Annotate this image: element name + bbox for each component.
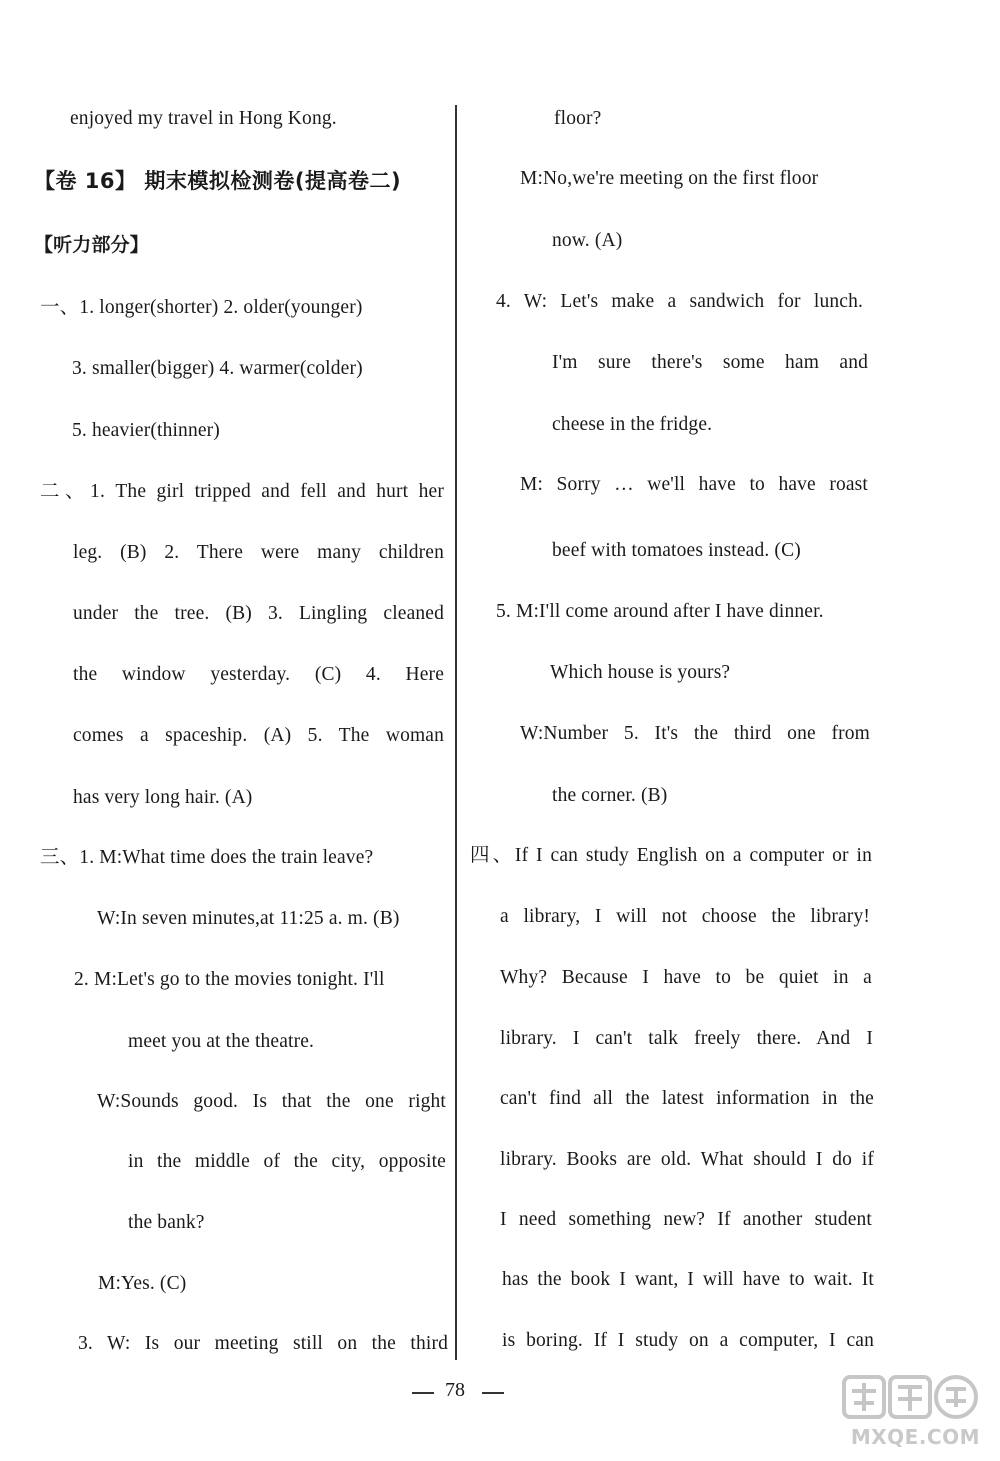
part3-line-2: W:In seven minutes,at 11:25 a. m. (B) — [97, 908, 400, 929]
right-line-14: a library, I will not choose the library! — [500, 906, 870, 927]
part3-line-1: 三、1. M:What time does the train leave? — [40, 847, 374, 868]
right-line-17: can't find all the latest information in the — [500, 1088, 874, 1109]
right-line-13: 四、If I can study English on a computer or in — [470, 845, 872, 866]
part2-line-3: under the tree. (B) 3. Lingling cleaned — [73, 603, 444, 624]
part3-line-8: M:Yes. (C) — [98, 1273, 187, 1294]
section-title: 【卷 16】 期末模拟检测卷(提高卷二) — [34, 169, 402, 193]
part2-line-5: comes a spaceship. (A) 5. The woman — [73, 725, 444, 746]
watermark — [830, 1367, 986, 1451]
part1-line-3: 5. heavier(thinner) — [72, 420, 220, 441]
part3-line-6: in the middle of the city, opposite — [128, 1151, 446, 1172]
right-line-7: M: Sorry … we'll have to have roast — [520, 474, 868, 495]
page-number: 78 — [445, 1379, 465, 1401]
right-line-8: beef with tomatoes instead. (C) — [552, 540, 801, 561]
right-line-18: library. Books are old. What should I do if — [500, 1149, 874, 1170]
column-divider — [455, 105, 457, 1360]
right-line-10: Which house is yours? — [550, 662, 731, 683]
watermark-domain: MXQE.COM — [850, 1425, 980, 1449]
right-line-2: M:No,we're meeting on the first floor — [520, 168, 819, 189]
right-line-21: is boring. If I study on a computer, I can — [502, 1330, 874, 1351]
part2-line-2: leg. (B) 2. There were many children — [73, 542, 444, 563]
right-line-9: 5. M:I'll come around after I have dinner. — [496, 601, 824, 622]
page-number-dash-right — [482, 1392, 504, 1394]
part2-line-6: has very long hair. (A) — [73, 787, 253, 808]
right-line-20: has the book I want, I will have to wait. It — [502, 1269, 874, 1290]
right-line-12: the corner. (B) — [552, 785, 668, 806]
part3-line-7: the bank? — [128, 1212, 205, 1233]
part3-line-5: W:Sounds good. Is that the one right — [97, 1091, 446, 1112]
watermark-logo-icon — [842, 1373, 982, 1423]
right-line-16: library. I can't talk freely there. And I — [500, 1028, 873, 1049]
part1-line-1: 一、1. longer(shorter) 2. older(younger) — [40, 297, 363, 318]
right-line-1: floor? — [554, 108, 602, 129]
right-line-6: cheese in the fridge. — [552, 414, 713, 435]
left-line-1: enjoyed my travel in Hong Kong. — [70, 108, 337, 129]
part1-line-2: 3. smaller(bigger) 4. warmer(colder) — [72, 358, 363, 379]
part2-line-1: 二、1. The girl tripped and fell and hurt her — [40, 481, 444, 502]
part3-line-3: 2. M:Let's go to the movies tonight. I'll — [74, 969, 385, 990]
right-line-15: Why? Because I have to be quiet in a — [500, 967, 872, 988]
right-line-19: I need something new? If another student — [500, 1209, 872, 1230]
right-line-3: now. (A) — [552, 230, 623, 251]
right-line-5: I'm sure there's some ham and — [552, 352, 868, 373]
right-line-4: 4. W: Let's make a sandwich for lunch. — [496, 291, 863, 312]
part3-line-4: meet you at the theatre. — [128, 1031, 315, 1052]
listening-heading: 【听力部分】 — [34, 234, 149, 256]
part3-line-9: 3. W: Is our meeting still on the third — [78, 1333, 448, 1354]
part2-line-4: the window yesterday. (C) 4. Here — [73, 664, 444, 685]
right-line-11: W:Number 5. It's the third one from — [520, 723, 870, 744]
page-number-dash-left — [412, 1392, 434, 1394]
